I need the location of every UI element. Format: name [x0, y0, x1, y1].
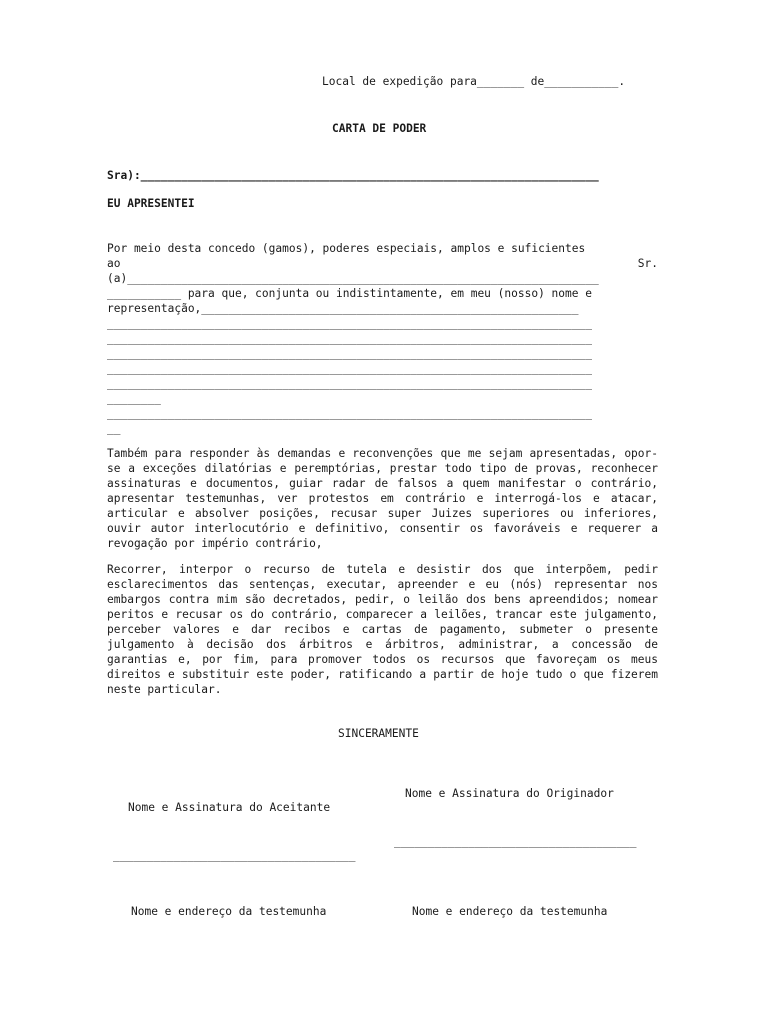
blank-line: ________________________________________________________________________	[107, 317, 592, 330]
grant-line-5: representação,________________________________________________________	[107, 302, 579, 315]
intro-text: EU APRESENTEI	[107, 197, 195, 210]
grant-line-1: Por meio desta concedo (gamos), poderes especiais, amplos e suficientes	[107, 242, 586, 255]
blank-line: ________________________________________________________________________	[107, 377, 592, 390]
dateline: Local de expedição para_______ de___________.	[322, 75, 626, 88]
blank-line: ________________________________________________________________________	[107, 347, 592, 360]
grant-line-4: ___________ para que, conjunta ou indistintamente, em meu (nosso) nome e	[107, 287, 592, 300]
document-title: CARTA DE PODER	[332, 122, 427, 135]
blank-line: ________________________________________________________________________	[107, 407, 592, 420]
grant-line-3: (a)______________________________________________________________________	[107, 272, 599, 285]
witness-left-label: Nome e endereço da testemunha	[131, 905, 327, 918]
acceptor-signature-label: Nome e Assinatura do Aceitante	[128, 801, 331, 814]
grant-paragraph	[107, 241, 658, 436]
closing-text: SINCERAMENTE	[338, 727, 419, 740]
originator-signature-line: ____________________________________	[394, 835, 637, 848]
addressee-line: Sra):____________________________________________________________________	[107, 169, 599, 182]
originator-signature-label: Nome e Assinatura do Originador	[405, 787, 614, 800]
body-paragraph-1: Também para responder às demandas e reconvenções que me sejam apresentadas, opor-se a exceções dilatórias e peremptórias, prestar todo tipo de provas, reconhecer assinaturas e documentos, guiar radar de falsos a quem manifestar o contrário, apresentar testemunhas, ver protestos em contrário e interrogá-los e atacar, articular e absolver posições, recusar super Juizes superiores ou inferiores, ouvir autor interlocutório e definitivo, consentir os favoráveis e requerer a revogação por império contrário,	[107, 447, 658, 550]
body-paragraph-2: Recorrer, interpor o recurso de tutela e desistir dos que interpõem, pedir esclarecimentos das sentenças, executar, apreender e eu (nós) representar nos embargos contra mim são decretados, pedir, o leilão dos bens apreendidos; nomear peritos e recusar os do contrário, comparecer a leilões, trancar este julgamento, perceber valores e dar recibos e cartas de pagamento, submeter o presente julgamento à decisão dos árbitros e árbitros, administrar, a concessão de garantias e, por fim, para promover todos os recursos que favoreçam os meus direitos e substituir este poder, ratificando a partir de hoje tudo o que fizerem neste particular.	[107, 563, 658, 696]
grant-line-2-left: ao	[107, 257, 121, 270]
grant-line-2	[107, 256, 658, 271]
blank-line: ________________________________________________________________________	[107, 362, 592, 375]
grant-line-2-right: Sr.	[637, 257, 658, 270]
blank-line: ________________________________________________________________________	[107, 332, 592, 345]
blank-line: __	[107, 422, 121, 435]
blank-line: ________	[107, 392, 161, 405]
witness-right-label: Nome e endereço da testemunha	[412, 905, 608, 918]
acceptor-signature-line: ____________________________________	[113, 849, 356, 862]
